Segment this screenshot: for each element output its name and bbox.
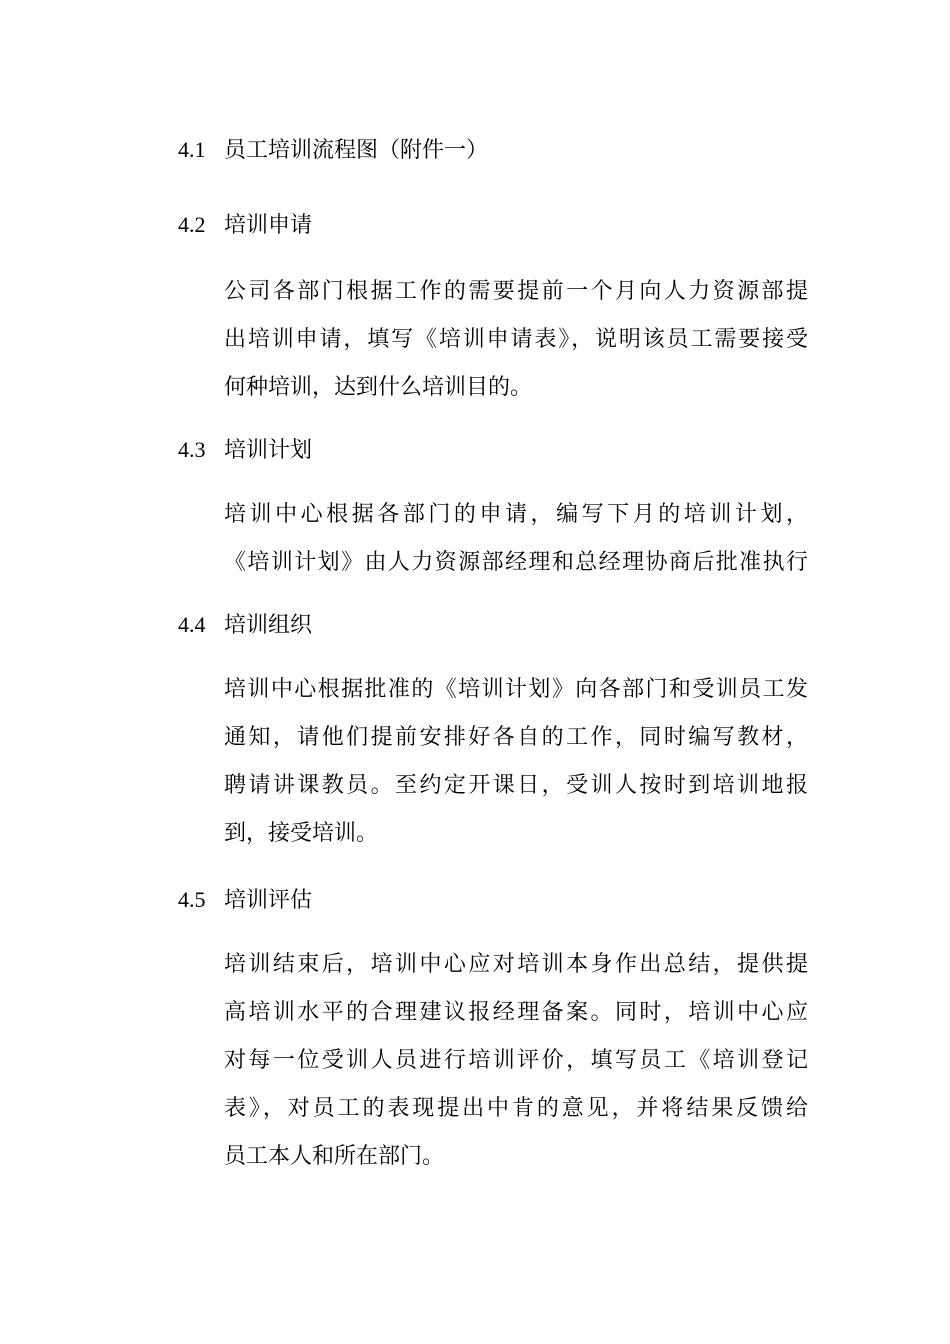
section-title: 培训组织 [224,613,313,638]
paragraph-line: 高培训水平的合理建议报经理备案。同时，培训中心应 [224,1000,808,1025]
paragraph-training-application [224,268,808,412]
section-title: 培训申请 [224,213,313,238]
paragraph-line: 培训中心根据批准的《培训计划》向各部门和受训员工发 [224,677,808,702]
paragraph-line: 何种培训，达到什么培训目的。 [224,375,533,400]
paragraph-line: 聘请讲课教员。至约定开课日，受训人按时到培训地报 [224,773,808,798]
paragraph-line: 员工本人和所在部门。 [224,1144,445,1169]
section-title: 培训计划 [224,438,313,463]
section-heading-4-3 [178,436,312,465]
section-number: 4.2 [178,212,206,237]
paragraph-training-evaluation [224,941,808,1181]
paragraph-line: 培训结束后，培训中心应对培训本身作出总结，提供提 [224,952,808,977]
section-heading-4-1 [178,136,488,165]
paragraph-line: 培训中心根据各部门的申请，编写下月的培训计划， [224,502,808,527]
paragraph-line: 通知，请他们提前安排好各自的工作，同时编写教材， [224,725,808,750]
paragraph-line: 表》，对员工的表现提出中肯的意见，并将结果反馈给 [224,1096,808,1121]
section-number: 4.3 [178,437,206,462]
section-title: 培训评估 [224,888,313,913]
section-number: 4.1 [178,137,206,162]
section-number: 4.4 [178,612,206,637]
section-title: 员工培训流程图（附件一） [224,138,489,163]
section-heading-4-5 [178,886,312,915]
paragraph-line: 到，接受培训。 [224,821,379,846]
paragraph-training-plan [224,491,808,587]
paragraph-line: 公司各部门根据工作的需要提前一个月向人力资源部提 [224,279,808,304]
section-number: 4.5 [178,887,206,912]
section-heading-4-2 [178,211,312,240]
paragraph-line: 出培训申请，填写《培训申请表》，说明该员工需要接受 [224,327,808,352]
paragraph-training-organization [224,666,808,858]
paragraph-line: 对每一位受训人员进行培训评价，填写员工《培训登记 [224,1048,808,1073]
paragraph-line: 《培训计划》由人力资源部经理和总经理协商后批准执行 [224,550,808,575]
section-heading-4-4 [178,611,312,640]
